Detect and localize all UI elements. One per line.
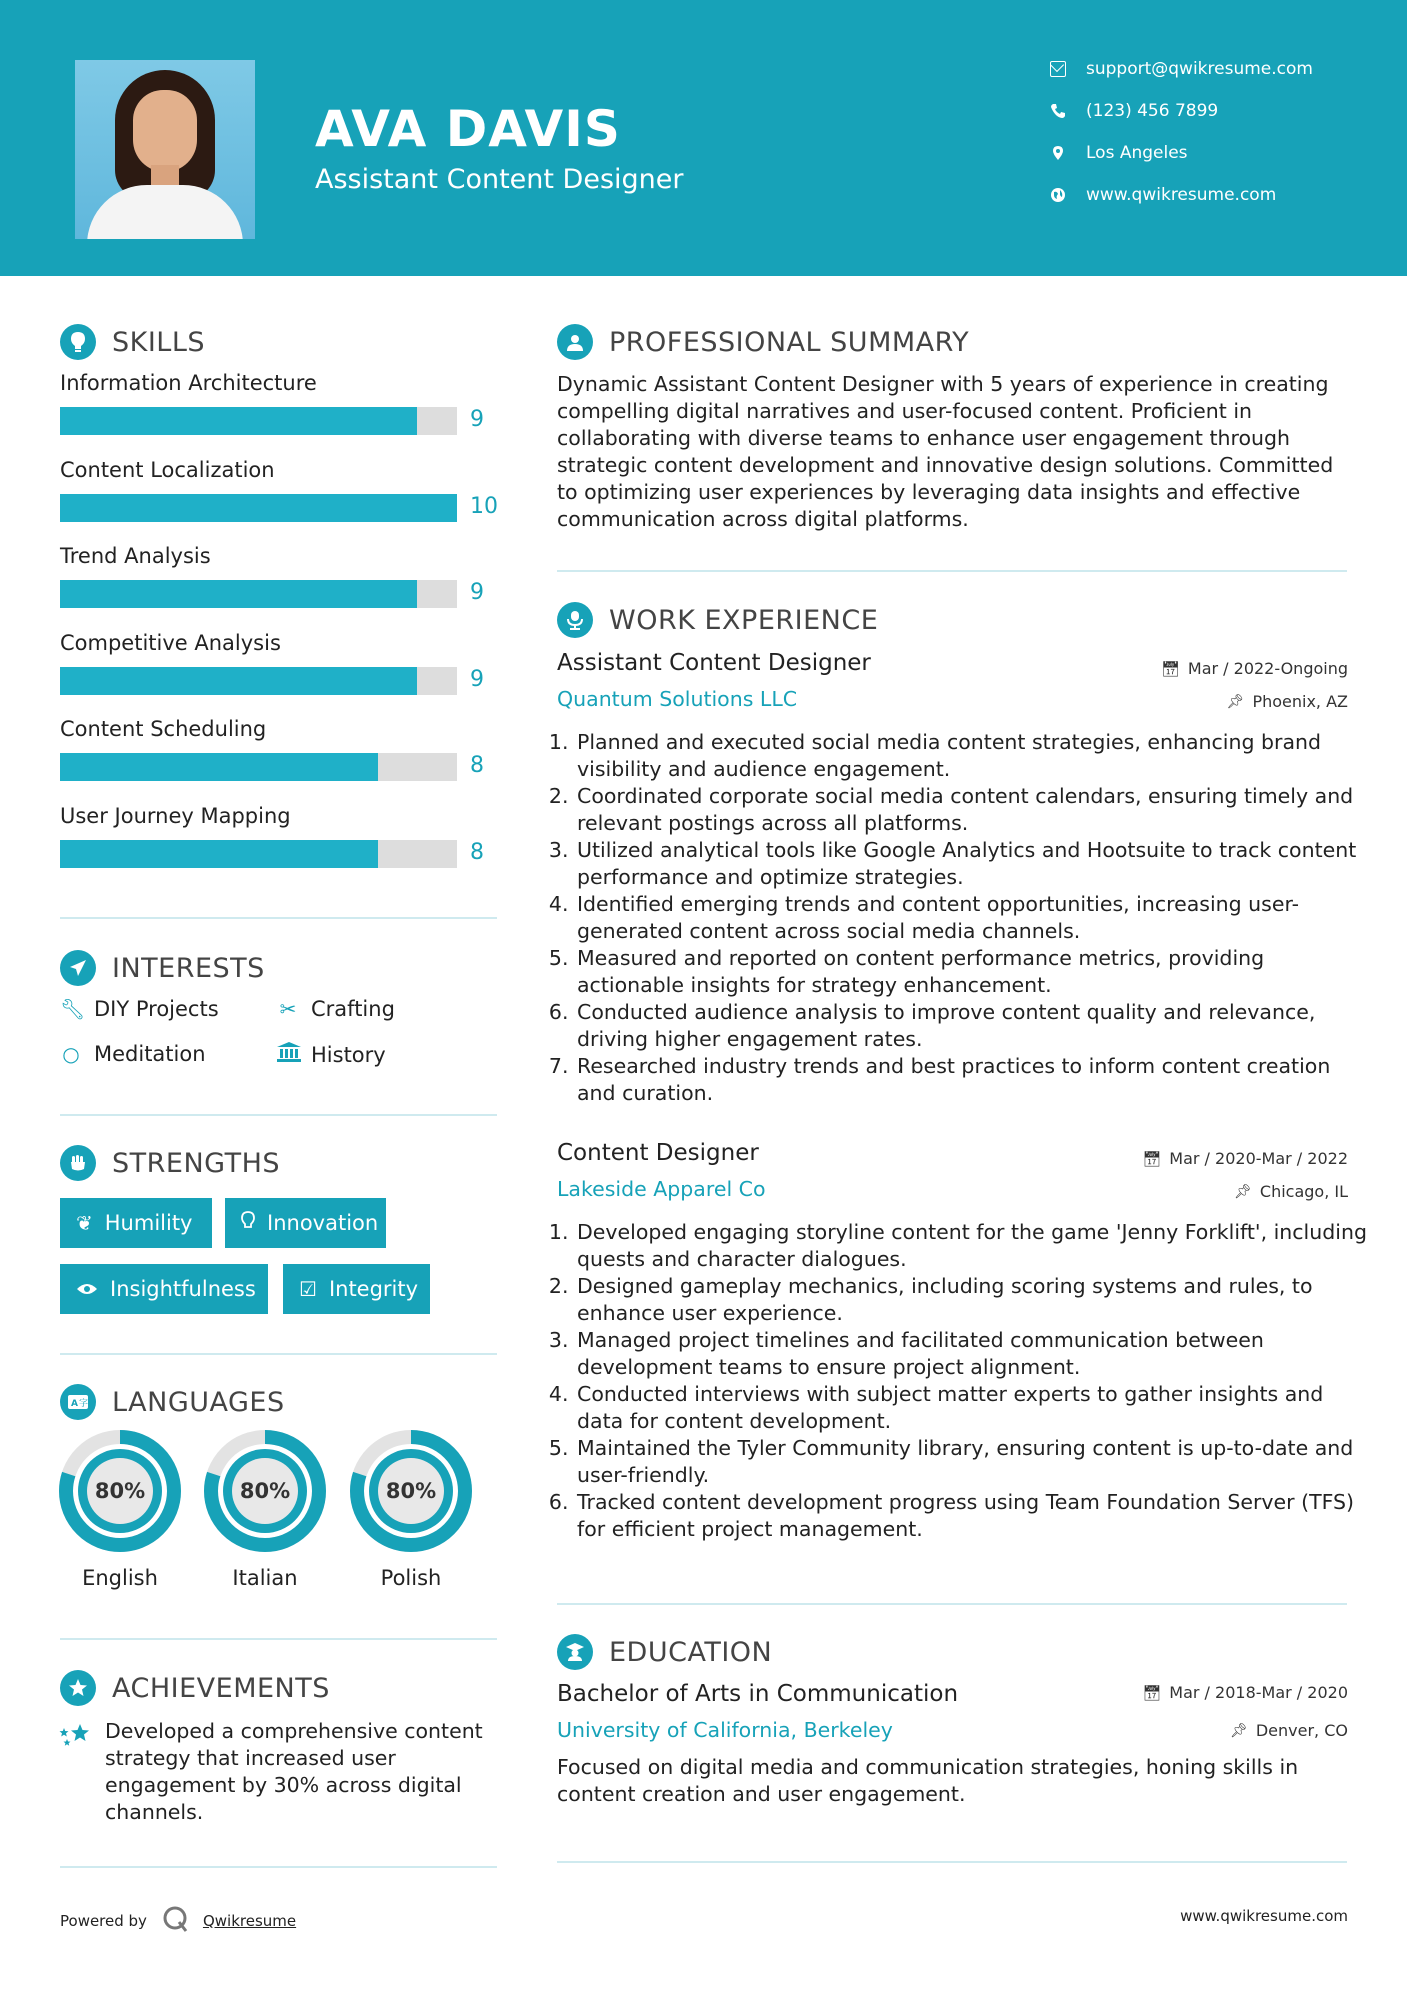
strengths-heading: STRENGTHS	[60, 1145, 280, 1181]
pushpin-icon: 📌︎	[1234, 1183, 1252, 1200]
skill-bar-fill	[60, 840, 378, 868]
qwikresume-link[interactable]: Qwikresume	[202, 1912, 297, 1930]
duty-item: 3. Utilized analytical tools like Google Analytics and Hootsuite to track content performance and optimize strategies.	[575, 837, 1370, 891]
footer-website[interactable]: www.qwikresume.com	[1180, 1907, 1348, 1925]
languages-heading: A 字 LANGUAGES	[60, 1384, 285, 1420]
language-percent: 80%	[239, 1479, 291, 1503]
skill-name: Content Scheduling	[60, 717, 267, 741]
duty-item: 4. Identified emerging trends and content opportunities, increasing user-generated content across social media channels.	[575, 891, 1370, 945]
section-divider	[60, 917, 497, 919]
calendar-icon: 📅︎	[1142, 1149, 1162, 1168]
mail-icon	[1050, 61, 1066, 77]
star-badge-icon	[60, 1670, 96, 1706]
circle-icon: ○	[62, 1042, 80, 1066]
interests-heading: INTERESTS	[60, 950, 265, 986]
duty-item: 2. Designed gameplay mechanics, including scoring systems and rules, to enhance user experience.	[575, 1273, 1370, 1327]
strength-integrity: ☑ Integrity	[283, 1264, 430, 1314]
candidate-name: AVA DAVIS	[315, 100, 621, 158]
language-percent: 80%	[94, 1479, 146, 1503]
podium-icon	[557, 602, 593, 638]
job-title: Content Designer	[557, 1140, 759, 1166]
strength-innovation: Innovation	[225, 1198, 386, 1248]
skill-bar	[60, 753, 457, 781]
skill-bar	[60, 667, 457, 695]
skill-bar	[60, 494, 457, 522]
skill-bar-fill	[60, 407, 417, 435]
skill-name: Trend Analysis	[60, 544, 211, 568]
skill-bar-fill	[60, 494, 457, 522]
checkbox-icon: ☑	[299, 1277, 317, 1301]
leaf-icon: ❦	[76, 1211, 93, 1235]
duty-item: 6. Conducted audience analysis to improve content quality and relevance, driving higher engagement rates.	[575, 999, 1370, 1053]
summary-text: Dynamic Assistant Content Designer with 5 years of experience in creating compelling digital narratives and user-focused content. Proficient in collaborating with diverse teams to enhance user engagement through strategic content development and innovative design solutions. Committed to optimizing user experiences by leveraging data insights and effective communication across digital platforms.	[557, 372, 1334, 531]
phone-icon	[1050, 103, 1066, 119]
skill-name: Content Localization	[60, 457, 275, 482]
duty-item: 6. Tracked content development progress using Team Foundation Server (TFS) for efficient project management.	[575, 1489, 1370, 1543]
section-divider	[557, 1603, 1347, 1605]
skill-bar-fill	[60, 753, 378, 781]
achievements-heading: ACHIEVEMENTS	[60, 1670, 330, 1706]
qwikresume-logo-icon	[161, 1904, 191, 1938]
language-donut	[350, 1430, 472, 1552]
education-location: 📌︎ Denver, CO	[1230, 1721, 1348, 1740]
pushpin-icon: 📌︎	[1226, 693, 1245, 710]
skill-level: 10	[470, 493, 498, 519]
section-divider	[60, 1866, 497, 1868]
location-pin-icon	[1050, 145, 1066, 161]
skill-bar	[60, 580, 457, 608]
job-dates: 📅︎ Mar / 2020-Mar / 2022	[1142, 1149, 1348, 1168]
job-location: 📌︎ Phoenix, AZ	[1226, 692, 1348, 711]
strength-insightfulness: Insightfulness	[60, 1264, 268, 1314]
contact-phone[interactable]: (123) 456 7899	[1050, 101, 1218, 121]
language-name: Polish	[380, 1566, 442, 1590]
skill-bar	[60, 840, 457, 868]
duty-item: 5. Measured and reported on content performance metrics, providing actionable insights for strategy enhancement.	[575, 945, 1370, 999]
lightbulb-icon	[241, 1211, 255, 1236]
duty-item: 1. Planned and executed social media content strategies, enhancing brand visibility and audience engagement.	[575, 729, 1370, 783]
duty-item: 2. Coordinated corporate social media content calendars, ensuring timely and relevant postings across all platforms.	[575, 783, 1370, 837]
contact-website[interactable]: www.qwikresume.com	[1050, 185, 1276, 205]
skill-name: Information Architecture	[60, 371, 317, 395]
section-divider	[60, 1353, 497, 1355]
company-name[interactable]: Lakeside Apparel Co	[557, 1177, 766, 1201]
footer-branding: Powered by Qwikresume	[60, 1904, 296, 1938]
education-dates: 📅︎ Mar / 2018-Mar / 2020	[1142, 1683, 1348, 1702]
contact-email[interactable]: support@qwikresume.com	[1050, 59, 1313, 79]
interest-meditation: ○ Meditation	[60, 1042, 206, 1066]
lightbulb-icon	[60, 324, 96, 360]
stars-icon	[58, 1720, 92, 1752]
eye-icon	[76, 1277, 98, 1301]
education-text: Focused on digital media and communication strategies, honing skills in content creation and user engagement.	[557, 1755, 1299, 1806]
scissors-icon: ✂	[279, 997, 297, 1021]
skill-bar-fill	[60, 580, 417, 608]
language-percent: 80%	[385, 1479, 437, 1503]
section-divider	[557, 1861, 1347, 1863]
achievement-text: Developed a comprehensive content strategy that increased user engagement by 30% across digital channels.	[105, 1719, 483, 1824]
wrench-icon: 🔧︎	[60, 997, 86, 1021]
skill-name: Competitive Analysis	[60, 630, 281, 655]
section-divider	[557, 570, 1347, 572]
pushpin-icon: 📌︎	[1230, 1722, 1248, 1739]
duty-item: 1. Developed engaging storyline content for the game 'Jenny Forklift', including quests and character dialogues.	[575, 1219, 1370, 1273]
interest-crafting: ✂ Crafting	[277, 997, 395, 1021]
section-divider	[60, 1114, 497, 1116]
skill-name: User Journey Mapping	[60, 803, 291, 828]
language-name: English	[82, 1566, 158, 1590]
job-dates: 📅︎ Mar / 2022-Ongoing	[1160, 659, 1348, 678]
skill-bar	[60, 407, 457, 435]
duty-item: 3. Managed project timelines and facilitated communication between development teams to ensure project alignment.	[575, 1327, 1370, 1381]
duty-item: 7. Researched industry trends and best practices to inform content creation and curation.	[575, 1053, 1370, 1107]
svg-text:A: A	[71, 1399, 79, 1409]
svg-text:字: 字	[79, 1399, 89, 1409]
degree-title: Bachelor of Arts in Communication	[557, 1681, 959, 1707]
summary-heading: PROFESSIONAL SUMMARY	[557, 324, 969, 360]
skills-heading: SKILLS	[60, 324, 205, 360]
graduate-icon	[557, 1634, 593, 1670]
language-donut	[204, 1430, 326, 1552]
language-card-icon	[60, 1384, 96, 1420]
section-divider	[60, 1638, 497, 1640]
museum-icon	[277, 1042, 299, 1067]
school-name[interactable]: University of California, Berkeley	[557, 1718, 893, 1742]
candidate-title: Assistant Content Designer	[315, 164, 684, 195]
interest-diy-projects: 🔧︎ DIY Projects	[60, 997, 219, 1021]
language-donut	[59, 1430, 181, 1552]
skill-level: 9	[470, 666, 484, 692]
job-location: 📌︎ Chicago, IL	[1234, 1182, 1348, 1201]
skill-level: 9	[470, 407, 484, 432]
education-heading: EDUCATION	[557, 1634, 772, 1670]
duty-item: 4. Conducted interviews with subject matter experts to gather insights and data for content development.	[575, 1381, 1370, 1435]
duty-item: 5. Maintained the Tyler Community library, ensuring content is up-to-date and user-friendly.	[575, 1435, 1370, 1489]
interest-history: History	[277, 1042, 386, 1067]
skill-level: 8	[470, 753, 484, 778]
experience-heading: WORK EXPERIENCE	[557, 602, 878, 638]
duties-list	[557, 729, 1370, 1107]
strength-humility: ❦ Humility	[60, 1198, 212, 1248]
skill-bar-fill	[60, 667, 417, 695]
fist-icon	[60, 1145, 96, 1181]
company-name[interactable]: Quantum Solutions LLC	[557, 687, 798, 711]
job-title: Assistant Content Designer	[557, 650, 871, 676]
contact-location: Los Angeles	[1050, 143, 1188, 163]
resume-header	[0, 0, 1407, 276]
paper-plane-icon	[60, 950, 96, 986]
calendar-icon: 📅︎	[1160, 659, 1180, 678]
calendar-icon: 📅︎	[1142, 1683, 1162, 1702]
skill-level: 8	[470, 839, 484, 865]
skill-level: 9	[470, 580, 484, 605]
language-name: Italian	[232, 1566, 298, 1590]
duties-list	[557, 1219, 1370, 1543]
profile-photo	[75, 60, 255, 239]
globe-icon	[1050, 187, 1066, 203]
user-icon	[557, 324, 593, 360]
